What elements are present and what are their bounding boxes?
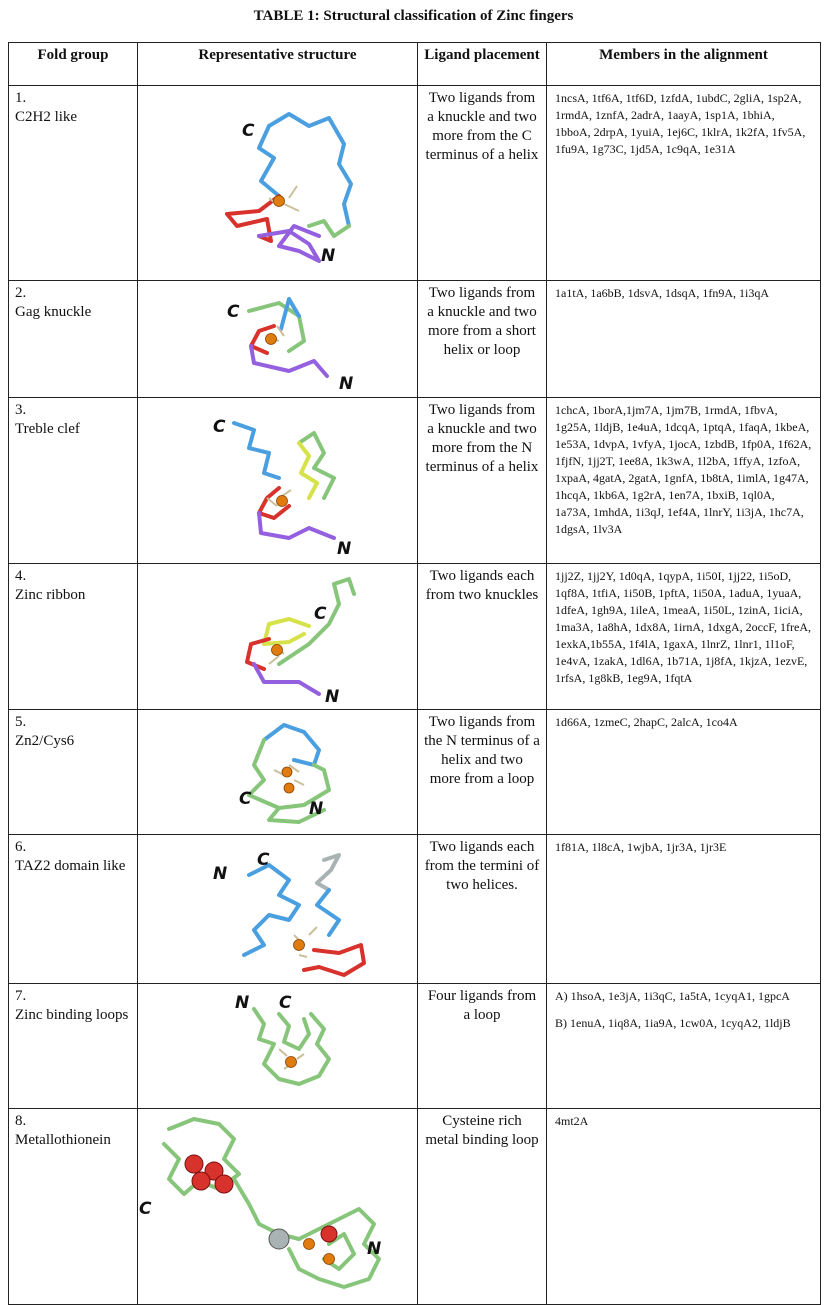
table-row <box>9 281 821 398</box>
n-terminus-label: N <box>336 539 351 559</box>
fold-group-cell <box>9 398 138 564</box>
ligand-placement-cell: Two ligands each from the termini of two helices. <box>418 835 547 984</box>
metal-ion-grey <box>269 1229 289 1249</box>
fold-group-cell <box>9 835 138 984</box>
group-number: 8. <box>15 1113 27 1129</box>
zn2-cys6-structure-image <box>139 710 417 833</box>
zinc-ion <box>284 783 294 793</box>
structure-cell <box>138 398 418 564</box>
c-terminus-label: C <box>226 302 239 322</box>
c-terminus-label: C <box>256 850 269 870</box>
fold-group-cell <box>9 564 138 710</box>
structure-cell <box>138 835 418 984</box>
structure-cell <box>138 710 418 835</box>
members-cell: 4mt2A <box>547 1109 821 1305</box>
taz2-structure-image <box>139 835 417 982</box>
ligand-placement-cell: Two ligands from the N terminus of a helix and two more from a loop <box>418 710 547 835</box>
table-title: TABLE 1: Structural classification of Zinc fingers <box>253 8 574 24</box>
structure-cell <box>138 86 418 281</box>
group-number: 7. <box>15 988 27 1004</box>
members-cell: 1a1tA, 1a6bB, 1dsvA, 1dsqA, 1fn9A, 1i3qA <box>547 281 821 398</box>
fold-group-cell <box>9 86 138 281</box>
metal-ion-cadmium <box>185 1155 203 1173</box>
group-number: 6. <box>15 839 27 855</box>
table-row <box>9 86 821 281</box>
zinc-ribbon-structure-image <box>139 564 417 708</box>
members-group-b: B) 1enuA, 1iq8A, 1ia9A, 1cw0A, 1cyqA2, 1ldjB <box>555 1016 791 1030</box>
group-name: Metallothionein <box>15 1132 111 1148</box>
n-terminus-label: N <box>324 687 339 707</box>
structure-cell <box>138 1109 418 1305</box>
header-ligand-placement: Ligand placement <box>418 43 547 86</box>
c-terminus-label: C <box>238 789 251 809</box>
group-name: C2H2 like <box>15 109 78 125</box>
metal-ion-cadmium <box>321 1226 337 1242</box>
fold-group-cell <box>9 1109 138 1305</box>
group-number: 4. <box>15 568 27 584</box>
zinc-finger-classification-table <box>8 42 821 1305</box>
ligand-placement-cell: Four ligands from a loop <box>418 984 547 1109</box>
zinc-ion <box>282 767 292 777</box>
n-terminus-label: N <box>366 1239 381 1259</box>
zinc-ion <box>273 196 284 207</box>
zinc-ion <box>276 496 287 507</box>
structure-cell <box>138 984 418 1109</box>
n-terminus-label: N <box>234 993 249 1013</box>
group-name: Treble clef <box>15 421 80 437</box>
table-row <box>9 710 821 835</box>
c-terminus-label: C <box>278 993 291 1013</box>
table-row <box>9 398 821 564</box>
fold-group-cell <box>9 710 138 835</box>
table-row <box>9 1109 821 1305</box>
zinc-ion <box>293 940 304 951</box>
group-number: 5. <box>15 714 27 730</box>
ligand-placement-cell: Two ligands each from two knuckles <box>418 564 547 710</box>
table-row <box>9 564 821 710</box>
group-name: TAZ2 domain like <box>15 858 126 874</box>
header-members: Members in the alignment <box>547 43 821 86</box>
table-row <box>9 835 821 984</box>
zinc-ion <box>323 1254 334 1265</box>
c-terminus-label: C <box>138 1199 151 1219</box>
c-terminus-label: C <box>313 604 326 624</box>
metallothionein-structure-image <box>139 1109 417 1303</box>
treble-clef-structure-image <box>139 398 417 562</box>
group-number: 2. <box>15 285 27 301</box>
members-cell: 1d66A, 1zmeC, 2hapC, 2alcA, 1co4A <box>547 710 821 835</box>
group-name: Zn2/Cys6 <box>15 733 75 749</box>
c2h2-structure-image <box>139 86 417 279</box>
ligand-placement-cell: Two ligands from a knuckle and two more from a short helix or loop <box>418 281 547 398</box>
fold-group-cell <box>9 984 138 1109</box>
metal-ion-cadmium <box>192 1172 210 1190</box>
metal-ion-cadmium <box>215 1175 233 1193</box>
c-terminus-label: C <box>212 417 225 437</box>
members-cell: 1f81A, 1l8cA, 1wjbA, 1jr3A, 1jr3E <box>547 835 821 984</box>
group-name: Gag knuckle <box>15 304 92 320</box>
zinc-ion <box>265 334 276 345</box>
c-terminus-label: C <box>241 121 254 141</box>
members-cell <box>547 984 821 1109</box>
ligand-placement-cell: Cysteine rich metal binding loop <box>418 1109 547 1305</box>
zinc-ion <box>303 1239 314 1250</box>
members-cell: 1chcA, 1borA,1jm7A, 1jm7B, 1rmdA, 1fbvA, 1g25A, 1ldjB, 1e4uA, 1dcqA, 1ptqA, 1faqA, 1kbeA, 1e53A, 1dvpA, 1vfyA, 1jocA, 1zbdB, 1fp0A, 1f62A, 1fjfN, 1jj2T, 1ee8A, 1k3wA, 1l2bA, 1ffyA, 1zfoA, 1xpaA, 4gatA, 2gatA, 1gnfA, 1b8tA, 1imlA, 1g47A, 1hcqA, 1kb6A, 1g2rA, 1en7A, 1bxiB, 1ql0A, 1a73A, 1mhdA, 1i3qJ, 1ef4A, 1lnrY, 1i3jA, 1hc7A, 1dgsA, 1lv3A <box>547 398 821 564</box>
header-row <box>9 43 821 86</box>
members-cell: 1jj2Z, 1jj2Y, 1d0qA, 1qypA, 1i50I, 1jj22, 1i5oD, 1qf8A, 1tfiA, 1i50B, 1pftA, 1i50A, 1aduA, 1yuaA, 1dfeA, 1gh9A, 1ileA, 1meaA, 1i50L, 1zinA, 1iciA, 1ma3A, 1a8hA, 1dx8A, 1irnA, 1dxgA, 2occF, 1freA, 1exkA,1b55A, 1f4lA, 1gaxA, 1lnrZ, 1lnr1, 1l1oF, 1e4vA, 1zakA, 1dl6A, 1b71A, 1j8fA, 1kjzA, 1ezvE, 1rfsA, 1g8kB, 1eg9A, 1fqtA <box>547 564 821 710</box>
n-terminus-label: N <box>308 799 323 819</box>
header-representative-structure: Representative structure <box>138 43 418 86</box>
fold-group-cell <box>9 281 138 398</box>
members-group-a: A) 1hsoA, 1e3jA, 1i3qC, 1a5tA, 1cyqA1, 1gpcA <box>555 989 790 1003</box>
ligand-placement-cell: Two ligands from a knuckle and two more from the C terminus of a helix <box>418 86 547 281</box>
group-number: 3. <box>15 402 27 418</box>
table-row <box>9 984 821 1109</box>
zinc-ion <box>271 645 282 656</box>
members-cell: 1ncsA, 1tf6A, 1tf6D, 1zfdA, 1ubdC, 2gliA, 1sp2A, 1rmdA, 1znfA, 2adrA, 1aayA, 1sp1A, 1bhiA, 1bboA, 2drpA, 1yuiA, 1ej6C, 1klrA, 1k2fA, 1fv5A, 1fu9A, 1g73C, 1jd5A, 1c9qA, 1e31A <box>547 86 821 281</box>
gag-knuckle-structure-image <box>139 281 417 396</box>
n-terminus-label: N <box>212 864 227 884</box>
n-terminus-label: N <box>338 374 353 394</box>
structure-cell <box>138 281 418 398</box>
n-terminus-label: N <box>320 246 335 266</box>
zinc-ion <box>285 1057 296 1068</box>
header-fold-group: Fold group <box>9 43 138 86</box>
group-number: 1. <box>15 90 27 106</box>
zinc-binding-loop-structure-image <box>139 984 417 1107</box>
group-name: Zinc ribbon <box>15 587 86 603</box>
ligand-placement-cell: Two ligands from a knuckle and two more from the N terminus of a helix <box>418 398 547 564</box>
structure-cell <box>138 564 418 710</box>
group-name: Zinc binding loops <box>15 1007 129 1023</box>
